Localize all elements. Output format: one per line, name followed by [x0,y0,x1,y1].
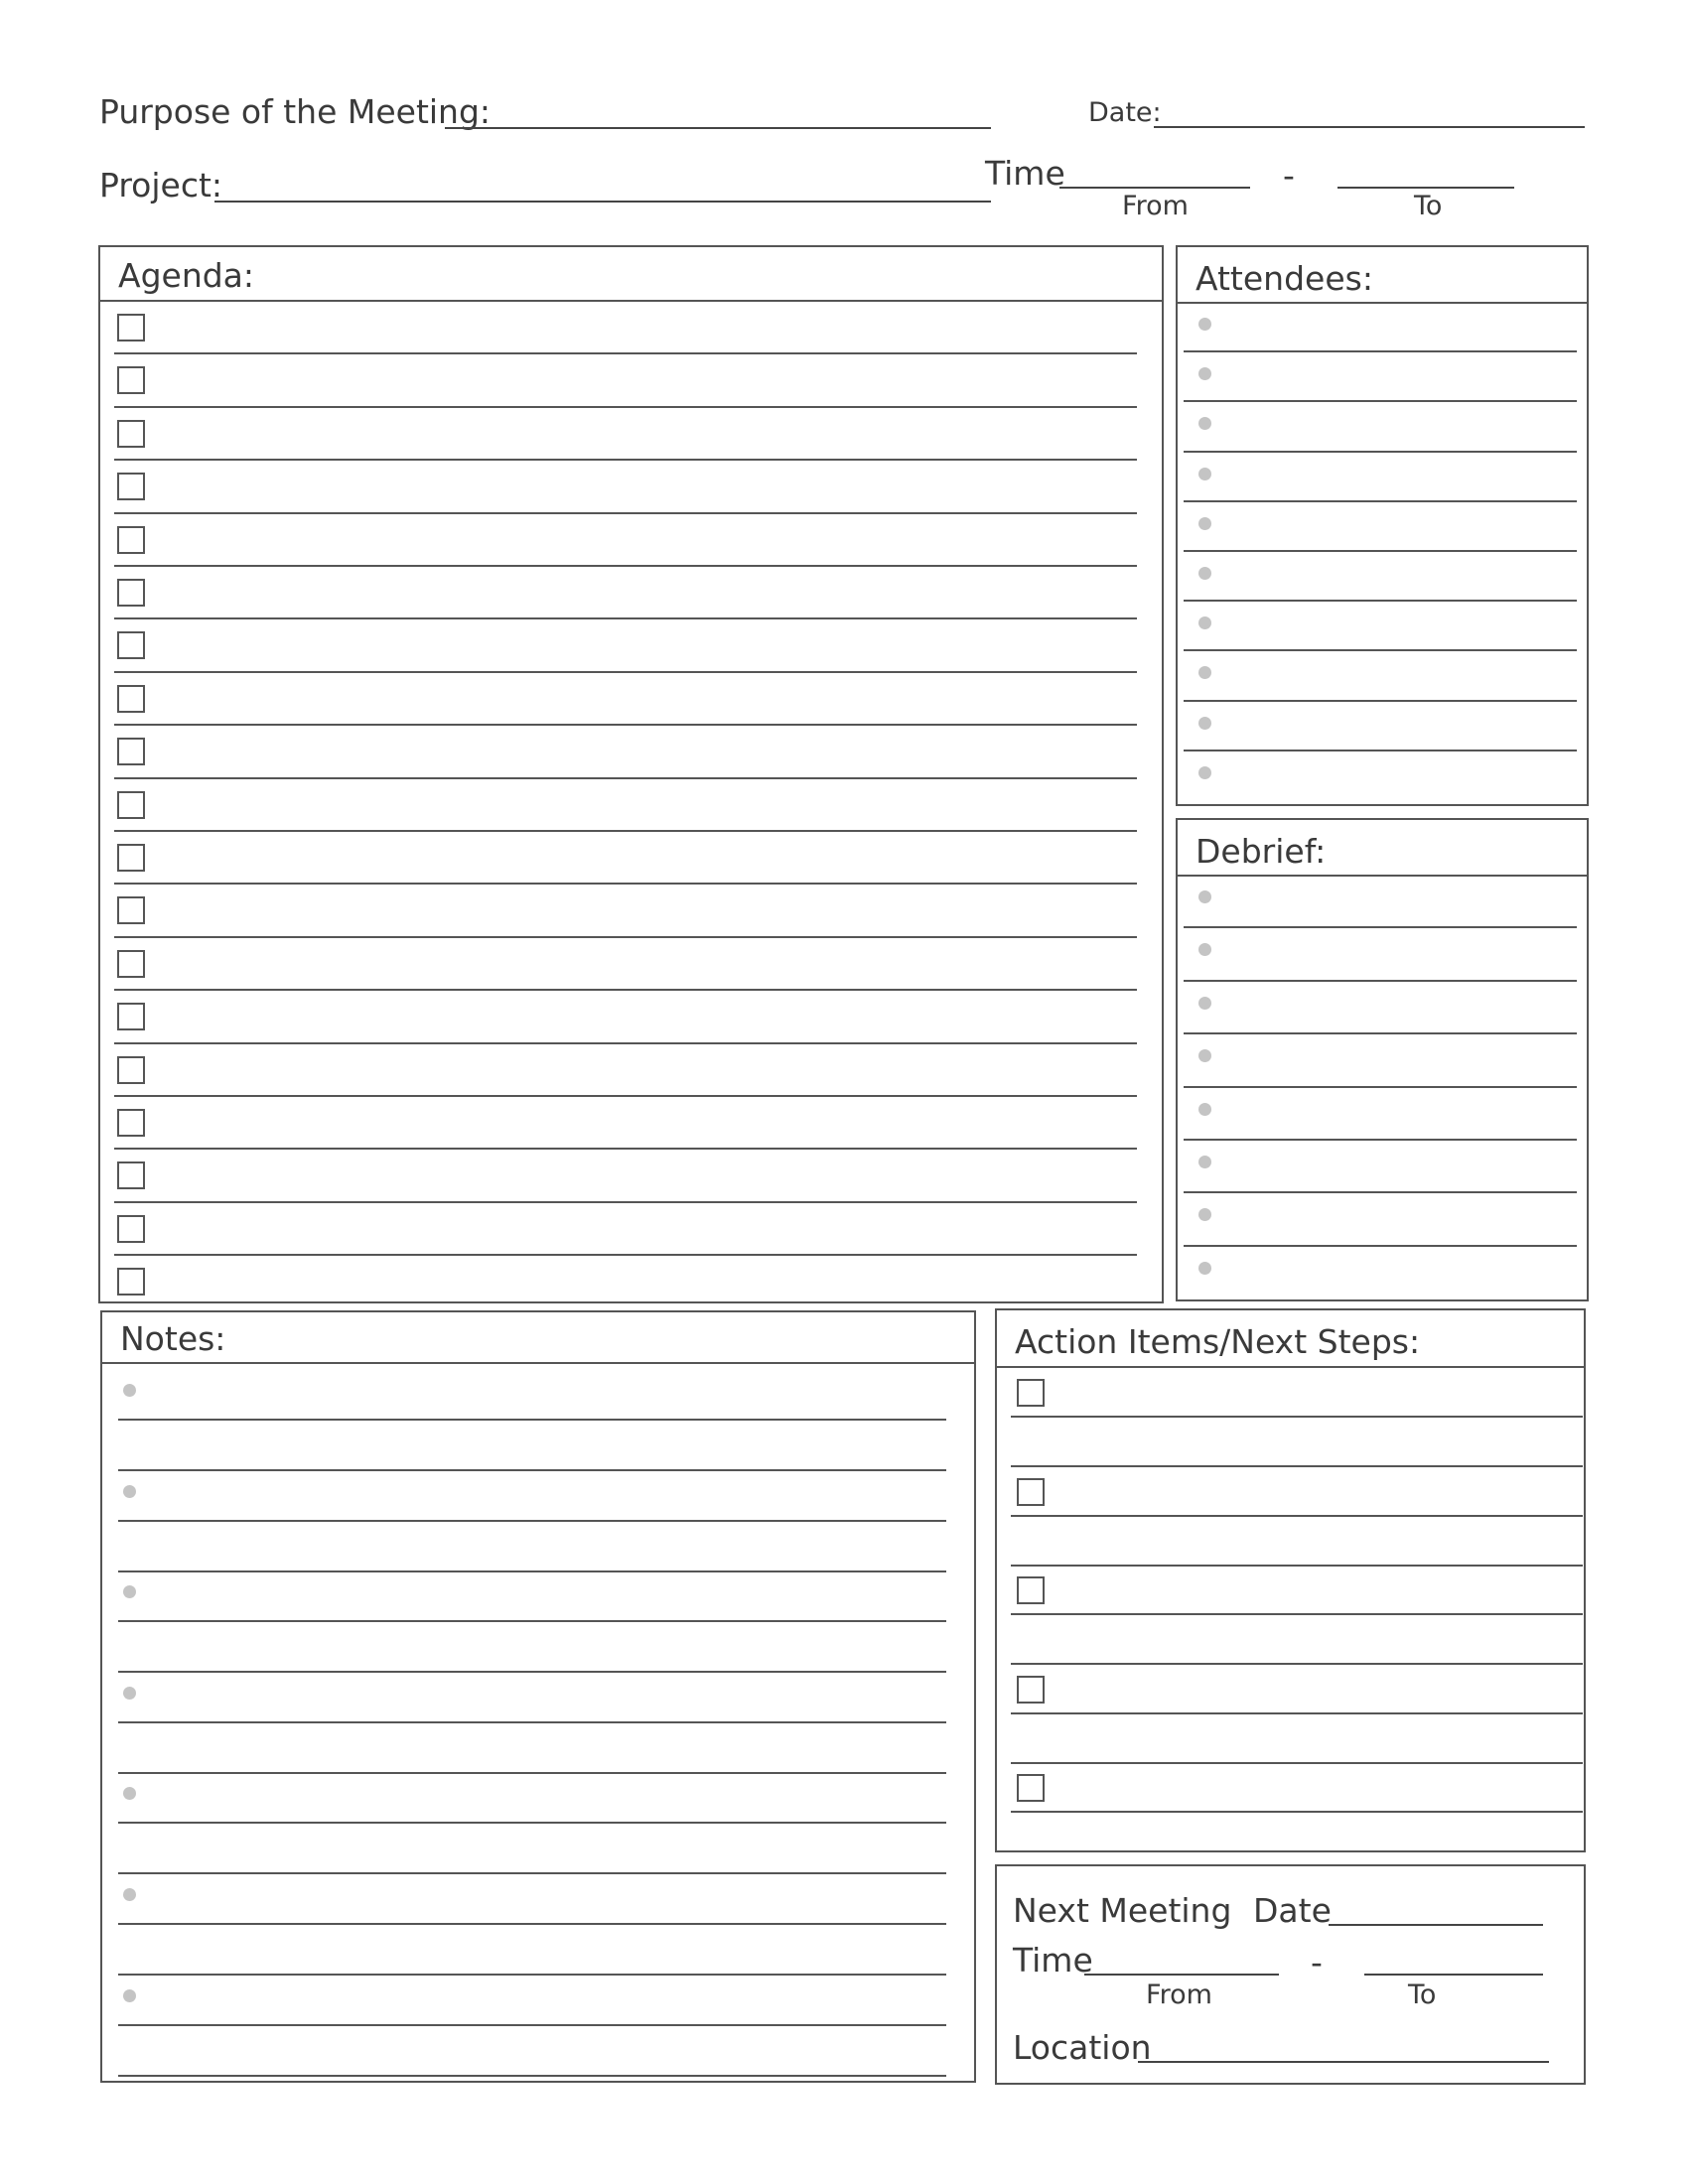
attendee-line[interactable] [1184,649,1577,651]
agenda-line [114,617,1137,619]
agenda-checkbox[interactable] [117,579,145,607]
attendee-bullet-icon [1198,417,1211,430]
agenda-line [114,459,1137,461]
debrief-line[interactable] [1184,1245,1577,1247]
action-item-line[interactable] [1011,1613,1583,1615]
next-meeting-time-from-field[interactable] [1084,1974,1279,1976]
notes-bullet-icon [123,1585,136,1598]
notes-bullet-icon [123,1989,136,2002]
notes-header [102,1312,974,1364]
next-meeting-section [995,1864,1586,2085]
next-meeting-from-caption: From [1146,1979,1212,2010]
agenda-title: Agenda: [118,256,255,295]
time-from-caption: From [1122,191,1189,221]
time-dash: - [1283,156,1295,195]
debrief-bullet-icon [1198,1262,1211,1275]
attendee-line[interactable] [1184,400,1577,402]
date-label: Date: [1088,97,1162,128]
debrief-section [1176,818,1589,1301]
debrief-bullet-icon [1198,1049,1211,1062]
attendee-line[interactable] [1184,500,1577,502]
notes-line[interactable] [118,1419,946,1421]
agenda-checkbox[interactable] [117,473,145,500]
notes-line[interactable] [118,1570,946,1572]
notes-line[interactable] [118,1620,946,1622]
debrief-bullet-icon [1198,1156,1211,1168]
debrief-bullet-icon [1198,890,1211,903]
notes-line[interactable] [118,1974,946,1976]
agenda-line [114,1201,1137,1203]
attendee-line[interactable] [1184,451,1577,453]
notes-line[interactable] [118,1721,946,1723]
next-meeting-time-dash: - [1311,1943,1323,1981]
action-item-checkbox[interactable] [1017,1576,1045,1604]
attendees-header [1178,247,1587,304]
action-item-line[interactable] [1011,1515,1583,1517]
notes-bullet-icon [123,1687,136,1700]
action-item-line[interactable] [1011,1416,1583,1418]
debrief-line[interactable] [1184,1086,1577,1088]
agenda-checkbox[interactable] [117,1161,145,1189]
next-meeting-to-caption: To [1408,1979,1437,2010]
attendee-line[interactable] [1184,550,1577,552]
agenda-line [114,830,1137,832]
time-label: Time [985,154,1065,193]
notes-bullet-icon [123,1485,136,1498]
agenda-line [114,989,1137,991]
action-item-line[interactable] [1011,1712,1583,1714]
agenda-section [98,245,1164,1303]
purpose-label: Purpose of the Meeting: [99,92,492,131]
agenda-checkbox[interactable] [117,1268,145,1296]
agenda-checkbox[interactable] [117,526,145,554]
project-label: Project: [99,166,223,205]
notes-bullet-icon [123,1888,136,1901]
agenda-checkbox[interactable] [117,896,145,924]
attendee-bullet-icon [1198,468,1211,480]
agenda-line [114,406,1137,408]
attendee-bullet-icon [1198,666,1211,679]
next-meeting-location-field[interactable] [1138,2061,1549,2063]
notes-line[interactable] [118,1671,946,1673]
action-item-checkbox[interactable] [1017,1478,1045,1506]
agenda-checkbox[interactable] [117,1056,145,1084]
agenda-line [114,1254,1137,1256]
purpose-field[interactable] [445,127,991,129]
agenda-checkbox[interactable] [117,685,145,713]
agenda-checkbox[interactable] [117,791,145,819]
agenda-checkbox[interactable] [117,1003,145,1030]
debrief-bullet-icon [1198,1103,1211,1116]
agenda-line [114,936,1137,938]
time-from-field[interactable] [1059,187,1250,189]
project-field[interactable] [214,201,991,203]
debrief-line[interactable] [1184,1191,1577,1193]
agenda-checkbox[interactable] [117,738,145,765]
debrief-header [1178,820,1587,877]
notes-line[interactable] [118,2075,946,2077]
debrief-line[interactable] [1184,1139,1577,1141]
attendee-bullet-icon [1198,517,1211,530]
agenda-checkbox[interactable] [117,366,145,394]
action-item-line[interactable] [1011,1465,1583,1467]
agenda-checkbox[interactable] [117,314,145,341]
attendee-line[interactable] [1184,750,1577,751]
next-meeting-date-label: Date [1253,1891,1332,1930]
attendee-bullet-icon [1198,616,1211,629]
agenda-header [100,247,1162,302]
next-meeting-date-field[interactable] [1329,1924,1543,1926]
time-to-caption: To [1414,191,1443,221]
agenda-line [114,724,1137,726]
date-field[interactable] [1154,126,1585,128]
debrief-bullet-icon [1198,1208,1211,1221]
action-item-checkbox[interactable] [1017,1774,1045,1802]
notes-line[interactable] [118,1872,946,1874]
attendee-bullet-icon [1198,367,1211,380]
agenda-checkbox[interactable] [117,950,145,978]
next-meeting-title: Next Meeting [1013,1891,1232,1930]
agenda-checkbox[interactable] [117,420,145,448]
agenda-line [114,352,1137,354]
debrief-line[interactable] [1184,926,1577,928]
action-item-line[interactable] [1011,1663,1583,1665]
notes-line[interactable] [118,1923,946,1925]
agenda-line [114,883,1137,885]
debrief-title: Debrief: [1196,832,1327,871]
attendee-line[interactable] [1184,350,1577,352]
attendee-bullet-icon [1198,567,1211,580]
action-item-checkbox[interactable] [1017,1379,1045,1407]
debrief-line[interactable] [1184,980,1577,982]
action-item-line[interactable] [1011,1565,1583,1567]
agenda-line [114,1042,1137,1044]
attendee-bullet-icon [1198,318,1211,331]
action-item-line[interactable] [1011,1762,1583,1764]
attendee-bullet-icon [1198,717,1211,730]
notes-line[interactable] [118,2024,946,2026]
debrief-bullet-icon [1198,943,1211,956]
agenda-line [114,777,1137,779]
agenda-line [114,512,1137,514]
attendee-line[interactable] [1184,700,1577,702]
notes-line[interactable] [118,1822,946,1824]
notes-line[interactable] [118,1469,946,1471]
agenda-checkbox[interactable] [117,631,145,659]
action-item-line[interactable] [1011,1811,1583,1813]
notes-bullet-icon [123,1787,136,1800]
next-meeting-time-to-field[interactable] [1364,1974,1543,1976]
agenda-line [114,1148,1137,1150]
notes-title: Notes: [120,1319,226,1358]
debrief-line[interactable] [1184,1032,1577,1034]
agenda-line [114,565,1137,567]
agenda-line [114,671,1137,673]
debrief-bullet-icon [1198,997,1211,1010]
notes-bullet-icon [123,1384,136,1397]
next-meeting-location-label: Location [1013,2028,1152,2067]
agenda-checkbox[interactable] [117,1215,145,1243]
agenda-line [114,1095,1137,1097]
notes-section [100,1310,976,2083]
notes-line[interactable] [118,1520,946,1522]
attendee-bullet-icon [1198,766,1211,779]
attendee-line[interactable] [1184,600,1577,602]
notes-line[interactable] [118,1772,946,1774]
agenda-checkbox[interactable] [117,1109,145,1137]
action-items-section [995,1308,1586,1852]
action-items-header [997,1310,1584,1368]
action-items-title: Action Items/Next Steps: [1015,1322,1421,1361]
attendees-section [1176,245,1589,806]
attendees-title: Attendees: [1196,259,1373,298]
action-item-checkbox[interactable] [1017,1676,1045,1704]
time-to-field[interactable] [1337,187,1514,189]
agenda-checkbox[interactable] [117,844,145,872]
next-meeting-time-label: Time [1013,1941,1093,1979]
